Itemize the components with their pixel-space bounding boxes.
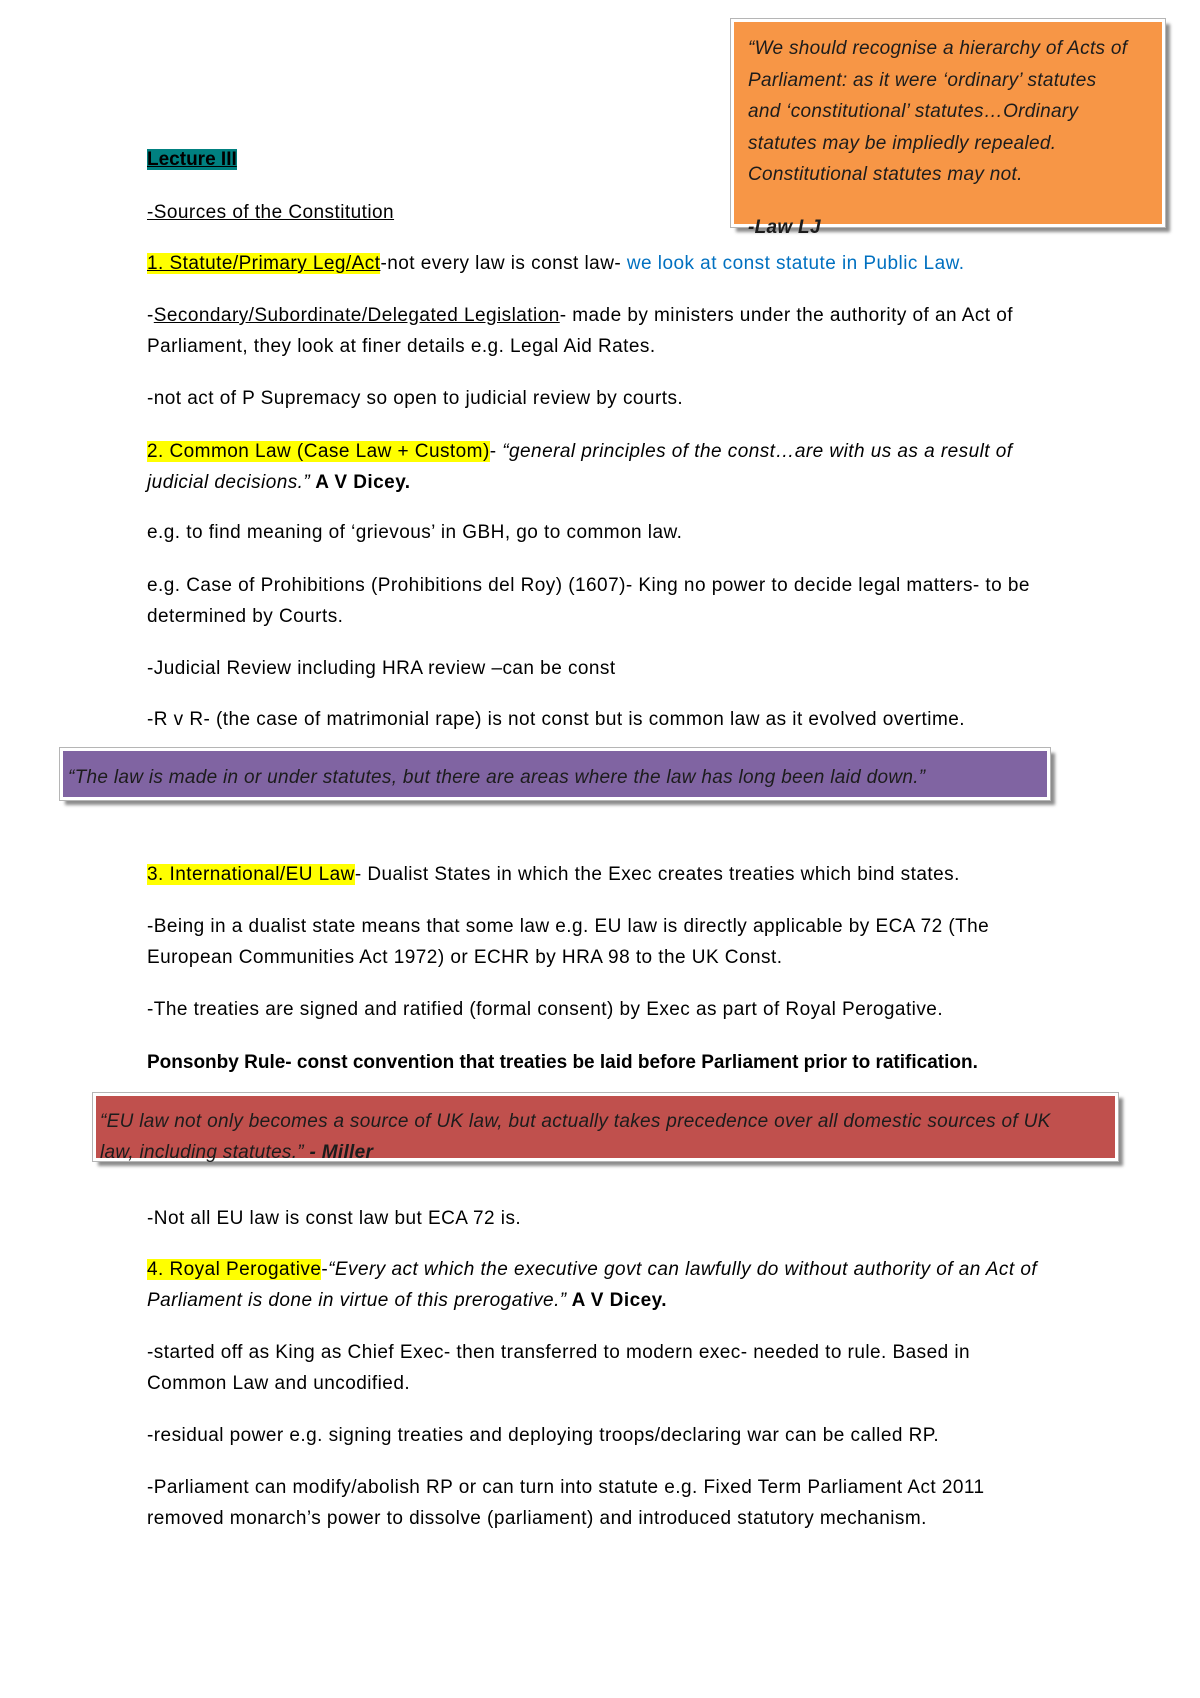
not-act-paragraph: -not act of P Supremacy so open to judicial review by courts. [147, 388, 684, 409]
subtitle-paragraph [147, 198, 394, 229]
dicey-quote-line2: Parliament is done in virtue of this prerogative.” [147, 1289, 567, 1311]
treaties-paragraph: -The treaties are signed and ratified (formal consent) by Exec as part of Royal Perogative. [147, 999, 944, 1020]
secondary-text-line1: - made by ministers under the authority of an Act of [559, 305, 1013, 326]
started-line2: Common Law and uncodified. [147, 1372, 411, 1394]
dualist-line2: European Communities Act 1972) or ECHR by HRA 98 to the UK Const. [147, 946, 783, 968]
secondary-text-line2: Parliament, they look at finer details e.g. Legal Aid Rates. [147, 335, 656, 357]
quote-line: “EU law not only becomes a source of UK law, but actually takes precedence over all domestic sources of UK [100, 1111, 1051, 1132]
statutes-quote-box [60, 748, 1050, 800]
parliament-line2: removed monarch’s power to dissolve (parliament) and introduced statutory mechanism. [147, 1507, 927, 1529]
prohibitions-line2: determined by Courts. [147, 605, 344, 627]
dicey-quote-line1: “general principles of the const…are with us as a result of [502, 441, 1013, 462]
prohibitions-paragraph [147, 571, 1030, 632]
quote-line-wrapper [100, 1137, 1115, 1168]
quote-line: Parliament: as it were ‘ordinary’ statutes [748, 69, 1097, 91]
quote-author: A V Dicey. [566, 1289, 667, 1311]
residual-power-paragraph: -residual power e.g. signing treaties and deploying troops/declaring war can be called RP. [147, 1425, 940, 1446]
statute-paragraph [147, 249, 964, 280]
parliament-line1: -Parliament can modify/abolish RP or can turn into statute e.g. Fixed Term Parliament Act 2011 [147, 1477, 985, 1498]
dualist-paragraph [147, 912, 989, 973]
started-paragraph [147, 1338, 970, 1399]
royal-prerogative-separator: - [321, 1259, 329, 1280]
ponsonby-rule-paragraph: Ponsonby Rule- const convention that treaties be laid before Parliament prior to ratification. [147, 1052, 978, 1073]
quote-line: statutes may be impliedly repealed. [748, 132, 1057, 154]
r-v-r-paragraph: -R v R- (the case of matrimonial rape) is not const but is common law as it evolved overtime. [147, 709, 965, 730]
international-paragraph [147, 860, 960, 891]
quote-attribution: -Law LJ [748, 216, 821, 238]
not-all-eu-paragraph: -Not all EU law is const law but ECA 72 is. [147, 1208, 522, 1229]
royal-prerogative-paragraph [147, 1255, 1037, 1316]
section-heading-royal-prerogative: 4. Royal Perogative [147, 1259, 322, 1280]
secondary-legislation-paragraph [147, 301, 1013, 362]
section-heading-international: 3. International/EU Law [147, 864, 355, 885]
quote-line: and ‘constitutional’ statutes…Ordinary [748, 101, 1079, 123]
secondary-term: Secondary/Subordinate/Delegated Legislation [153, 305, 560, 326]
quote-author: A V Dicey. [310, 471, 411, 493]
lecture-subtitle: -Sources of the Constitution [147, 202, 395, 223]
statute-text: -not every law is const law- [380, 253, 627, 274]
quote-line: Constitutional statutes may not. [748, 164, 1023, 186]
dualist-line1: -Being in a dualist state means that some law e.g. EU law is directly applicable by ECA 72 (The [147, 916, 990, 937]
grievous-paragraph: e.g. to find meaning of ‘grievous’ in GBH, go to common law. [147, 522, 683, 543]
secondary-prefix: - [147, 305, 154, 326]
quote-line: “We should recognise a hierarchy of Acts of [748, 38, 1128, 59]
judicial-review-paragraph: -Judicial Review including HRA review –can be const [147, 658, 616, 679]
quote-text: “The law is made in or under statutes, but there are areas where the law has long been laid down.” [68, 767, 926, 788]
laws-quote-box [731, 19, 1165, 238]
dicey-quote-line1: “Every act which the executive govt can lawfully do without authority of an Act of [328, 1259, 1038, 1280]
section-heading-common-law: 2. Common Law (Case Law + Custom) [147, 441, 490, 462]
started-line1: -started off as King as Chief Exec- then transferred to modern exec- needed to rule. Based in [147, 1342, 971, 1363]
parliament-paragraph [147, 1473, 985, 1534]
section-heading-statute: 1. Statute/Primary Leg/Act [147, 253, 381, 274]
quote-line: law, including statutes.” [100, 1142, 304, 1163]
miller-quote-box [93, 1093, 1118, 1161]
common-law-separator: - [489, 441, 503, 462]
dicey-quote-line2: judicial decisions.” [147, 471, 311, 493]
lecture-title: Lecture III [147, 149, 237, 170]
prohibitions-line1: e.g. Case of Prohibitions (Prohibitions del Roy) (1607)- King no power to decide legal matters- to be [147, 575, 1030, 596]
common-law-paragraph [147, 437, 1012, 498]
statute-emphasis: we look at const statute in Public Law. [626, 253, 965, 274]
international-text: - Dualist States in which the Exec creates treaties which bind states. [354, 864, 960, 885]
quote-attribution: - Miller [303, 1142, 374, 1163]
lecture-heading [147, 145, 237, 176]
